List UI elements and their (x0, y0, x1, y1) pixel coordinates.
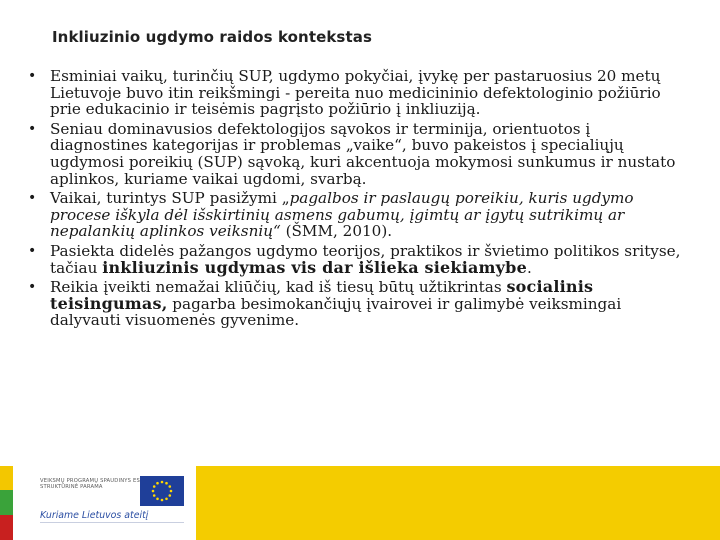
bullet-item (28, 121, 688, 187)
bullet-emphasis: socialinis teisingumas, (50, 277, 594, 313)
bullet-text: Seniau dominavusios defektologijos sąvokos ir terminija, orientuotos į diagnostines kategorijas ir problemas „vaike“, buvo pakeistos į specialiųjų ugdymosi poreikių (SUP) sąvoką, kuri akcentuoja mokymosi sunkumus ir nustato aplinkos, kuriame vaikai ugdomi, svarbą. (50, 119, 676, 188)
bullet-text-pre: Reikia įveikti nemažai kliūčių, kad iš tiesų būtų užtikrintas (50, 278, 507, 297)
bullet-item (28, 68, 688, 118)
logo-program-text: VEIKSMŲ PROGRAMŲ SPAUDINYS ES STRUKTŪRINĖ PARAMA (40, 478, 140, 490)
bullet-quote: pagalbos ir paslaugų poreikiu, kuris ugdymo procese iškyla dėl išskirtinių asmens gabumų, įgimtų ar įgytų sutrikimų ar nepalankių aplinkos veiksnių“ (50, 189, 634, 241)
slogan-text: Kuriame Lietuvos ateitį (40, 510, 149, 521)
bullet-text-post: (ŠMM, 2010). (280, 222, 393, 241)
bullet-text-pre: Vaikai, turintys SUP pasižymi „ (50, 189, 290, 208)
bullet-text: Esminiai vaikų, turinčių SUP, ugdymo pokyčiai, įvykę per pastaruosius 20 metų Lietuvoje buvo itin reikšmingi - pereita nuo medicininio defektologinio požiūrio prie edukacinio ir teisėmis pagrįsto požiūrio į inkliuziją. (50, 67, 661, 119)
footer-logo (24, 466, 194, 540)
bullet-list (28, 68, 688, 332)
flag-stripe-yellow (0, 466, 13, 490)
flag-stripe-red (0, 515, 13, 540)
bullet-item (28, 190, 688, 240)
bullet-text-post: pagarba besimokančiųjų įvairovei ir galimybė veiksmingai dalyvauti visuomenės gyvenime. (50, 294, 622, 330)
bullet-emphasis: inkliuzinis ugdymas vis dar išlieka siekiamybe (102, 257, 527, 277)
flag-stripe-green (0, 490, 13, 515)
slide-title: Inkliuzinio ugdymo raidos kontekstas (52, 28, 372, 46)
footer-yellow-band (196, 466, 720, 540)
bullet-item (28, 279, 688, 329)
bullet-item (28, 243, 688, 276)
bullet-text-post: . (526, 258, 532, 277)
eu-flag-icon (140, 476, 184, 506)
bullet-text-pre: Pasiekta didelės pažangos ugdymo teorijos, praktikos ir švietimo politikos srityse, tačiau (50, 241, 681, 277)
slogan-underline (40, 522, 184, 523)
